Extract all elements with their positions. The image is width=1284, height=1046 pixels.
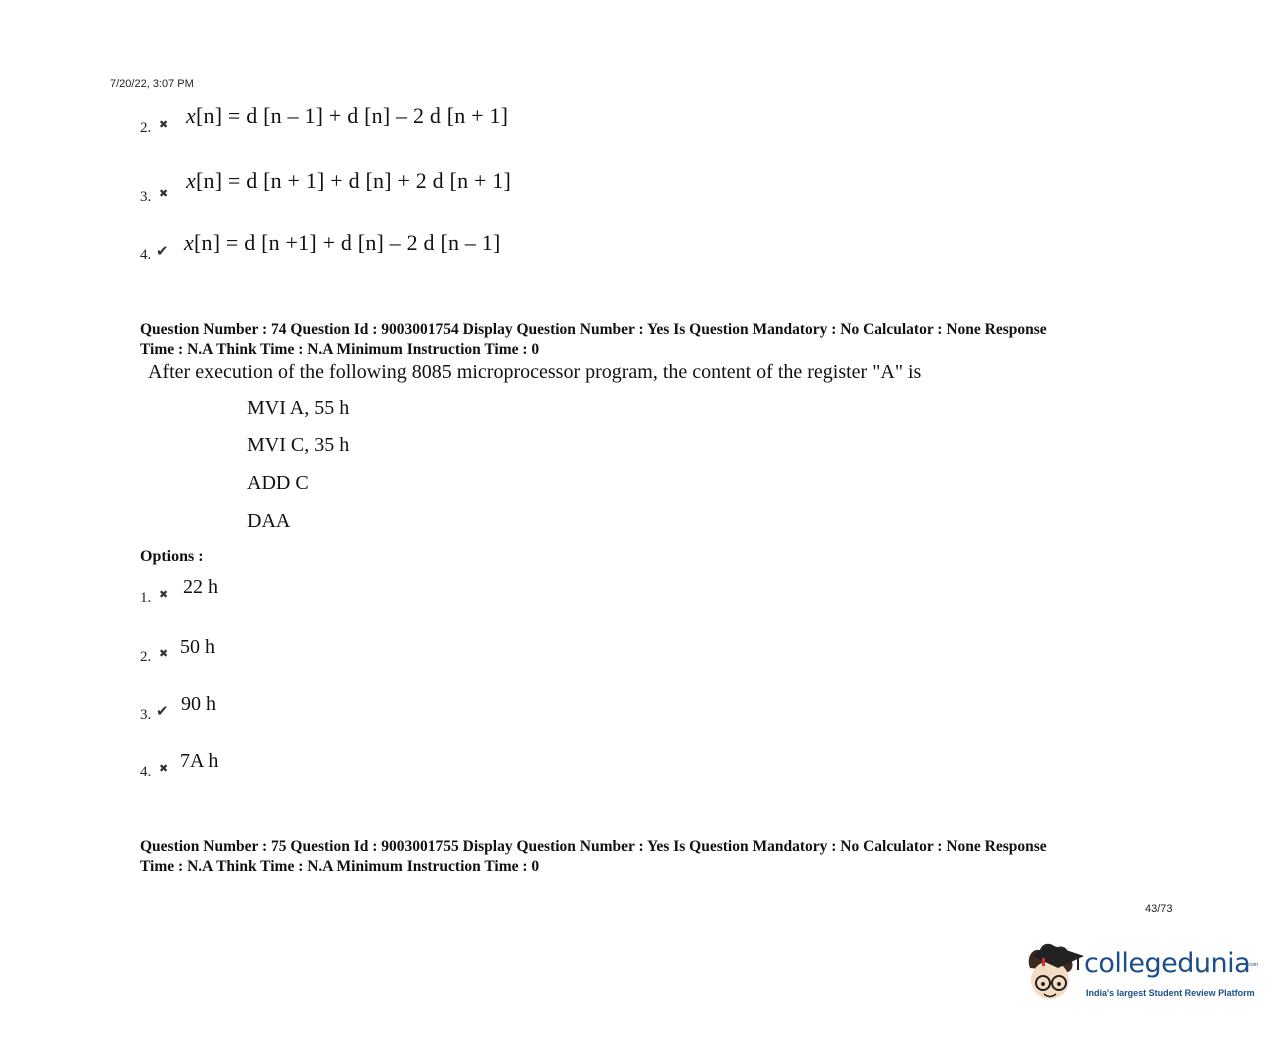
option-value: 7A h xyxy=(180,750,219,772)
program-line: MVI C, 35 h xyxy=(247,434,350,456)
option-number: 2. xyxy=(140,120,152,136)
wrong-icon: ✖ xyxy=(159,762,169,775)
page-number: 43/73 xyxy=(1145,903,1173,915)
logo-tagline: India's largest Student Review Platform xyxy=(1086,988,1255,998)
formula-option-4: x[n] = d [n +1] + d [n] – 2 d [n – 1] xyxy=(184,230,501,255)
question-74-meta xyxy=(140,320,1180,360)
program-line: ADD C xyxy=(247,472,309,494)
formula-option-2: x[n] = d [n – 1] + d [n] – 2 d [n + 1] xyxy=(186,103,509,128)
logo-suffix: .com xyxy=(1247,962,1258,968)
option-number: 2. xyxy=(140,649,152,665)
option-number: 3. xyxy=(140,189,152,205)
wrong-icon: ✖ xyxy=(159,588,169,601)
wrong-icon: ✖ xyxy=(159,118,169,131)
option-number: 4. xyxy=(140,764,152,780)
question-75-meta xyxy=(140,837,1180,877)
mascot-icon xyxy=(1022,938,1086,1008)
option-value: 22 h xyxy=(183,576,218,598)
formula-option-3: x[n] = d [n + 1] + d [n] + 2 d [n + 1] xyxy=(186,168,512,193)
correct-icon: ✔ xyxy=(156,702,169,720)
collegedunia-logo xyxy=(1022,938,1258,1008)
print-timestamp: 7/20/22, 3:07 PM xyxy=(110,78,194,90)
meta-line-2: Time : N.A Think Time : N.A Minimum Instruction Time : 0 xyxy=(140,341,540,358)
option-number: 3. xyxy=(140,707,152,723)
option-number: 4. xyxy=(140,247,152,263)
option-number: 1. xyxy=(140,590,152,606)
program-line: DAA xyxy=(247,510,291,532)
meta-line-1: Question Number : 75 Question Id : 9003001755 Display Question Number : Yes Is Question Mandatory : No Calculator : None Response xyxy=(140,838,1047,855)
logo-wordmark: collegedunia xyxy=(1084,948,1251,979)
meta-line-1: Question Number : 74 Question Id : 9003001754 Display Question Number : Yes Is Question Mandatory : No Calculator : None Response xyxy=(140,321,1047,338)
option-value: 50 h xyxy=(180,636,215,658)
option-value: 90 h xyxy=(181,693,216,715)
program-line: MVI A, 55 h xyxy=(247,397,350,419)
question-74-text: After execution of the following 8085 microprocessor program, the content of the register "A" is xyxy=(148,361,922,383)
wrong-icon: ✖ xyxy=(159,647,169,660)
correct-icon: ✔ xyxy=(156,242,169,260)
options-label: Options : xyxy=(140,548,204,565)
meta-line-2: Time : N.A Think Time : N.A Minimum Instruction Time : 0 xyxy=(140,858,540,875)
wrong-icon: ✖ xyxy=(159,187,169,200)
